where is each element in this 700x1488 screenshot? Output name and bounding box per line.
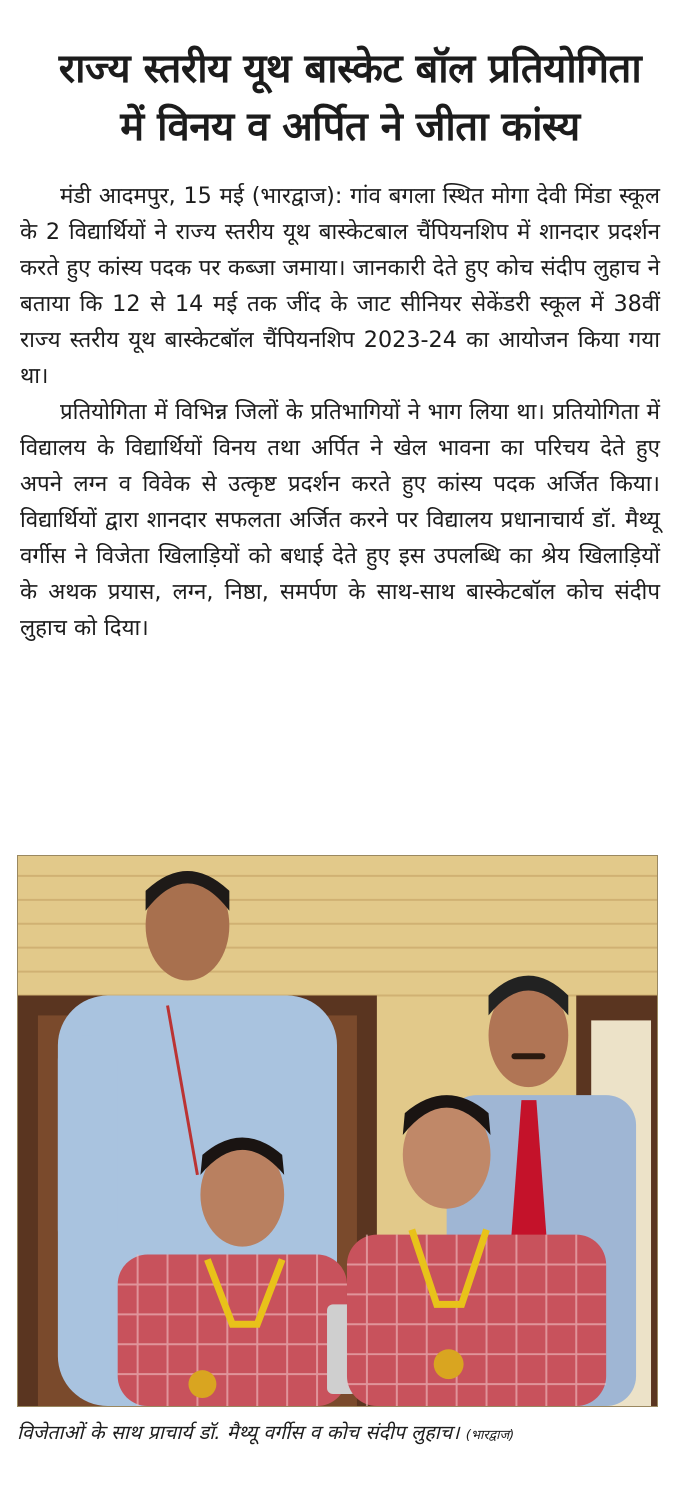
headline-line-2: में विनय व अर्पित ने जीता कांस्य: [120, 104, 580, 150]
paragraph-2: प्रतियोगिता में विभिन्न जिलों के प्रतिभागियों ने भाग लिया था। प्रतियोगिता में विद्यालय के विद्यार्थियों विनय तथा अर्पित ने खेल भावना का परिचय देते हुए अपने लग्न व विवेक से उत्कृष्ट प्रदर्शन करते हुए कांस्य पदक अर्जित किया। विद्यार्थियों द्वारा शानदार सफलता अर्जित करने पर विद्यालय प्रधानाचार्य डॉ. मैथ्यू वर्गीस ने विजेता खिलाड़ियों को बधाई देते हुए इस उपलब्धि का श्रेय खिलाड़ियों के अथक प्रयास, लग्न, निष्ठा, समर्पण के साथ-साथ बास्केटबॉल कोच संदीप लुहाच को दिया।: [20, 399, 660, 641]
article-body: [20, 178, 660, 646]
news-photo: [17, 855, 658, 1407]
caption-text: विजेताओं के साथ प्राचार्य डॉ. मैथ्यू वर्गीस व कोच संदीप लुहाच।: [17, 1421, 460, 1444]
photo-caption: [17, 1418, 677, 1451]
paragraph-1: मंडी आदमपुर, 15 मई (भारद्वाज): गांव बगला स्थित मोगा देवी मिंडा स्कूल के 2 विद्यार्थियों ने राज्य स्तरीय यूथ बास्केटबाल चैंपियनशिप में शानदार प्रदर्शन करते हुए कांस्य पदक पर कब्जा जमाया। जानकारी देते हुए कोच संदीप लुहाच ने बताया कि 12 से 14 मई तक जींद के जाट सीनियर सेकेंडरी स्कूल में 38वीं राज्य स्तरीय यूथ बास्केटबॉल चैंपियनशिप 2023-24 का आयोजन किया गया था।: [20, 183, 660, 389]
headline-line-1: राज्य स्तरीय यूथ बास्केट बॉल प्रतियोगिता: [58, 46, 642, 92]
caption-credit: (भारद्वाज): [465, 1428, 515, 1443]
photo-illustration: [18, 856, 657, 1406]
headline: [10, 40, 690, 156]
